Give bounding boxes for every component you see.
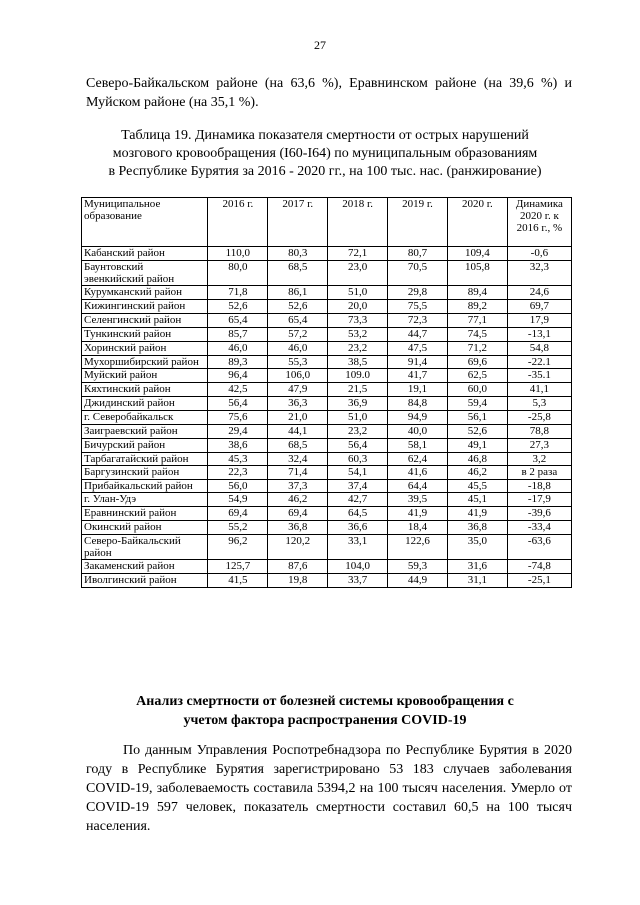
cell-2019: 70,5 [388,261,448,286]
cell-2019: 91,4 [388,356,448,369]
cell-2017: 46,2 [268,493,328,507]
cell-2018: 109.0 [328,369,388,383]
cell-municipality: Кяхтинский район [82,383,208,397]
cell-2016: 125,7 [208,560,268,574]
table-row [82,535,572,560]
cell-2018: 23,2 [328,342,388,356]
cell-2017: 19,8 [268,574,328,588]
cell-2020: 105,8 [447,261,507,286]
cell-municipality: Муйский район [82,369,208,383]
table-row [82,261,572,286]
table-row [82,466,572,480]
cell-dynamics: -13,1 [507,328,571,342]
table-row [82,560,572,574]
cell-2016: 22,3 [208,466,268,480]
cell-dynamics: 17,9 [507,314,571,328]
table-row [82,356,572,369]
cell-2018: 72,1 [328,247,388,261]
cell-2017: 80,3 [268,247,328,261]
table-row [82,453,572,466]
cell-2020: 56,1 [447,411,507,425]
cell-municipality: Прибайкальский район [82,480,208,493]
cell-municipality: Закаменский район [82,560,208,574]
cell-2017: 120,2 [268,535,328,560]
cell-dynamics: -17,9 [507,493,571,507]
table-caption-line: мозгового кровообращения (I60-I64) по муниципальным образованиям [112,146,538,161]
intro-paragraph: Северо-Байкальском районе (на 63,6 %), Еравнинском районе (на 39,6 %) и Муйском районе (на 35,1 %). [86,76,572,110]
cell-2020: 109,4 [447,247,507,261]
cell-2020: 89,4 [447,286,507,300]
table-row [82,342,572,356]
cell-dynamics: 27,3 [507,439,571,453]
cell-municipality: Еравнинский район [82,507,208,521]
cell-municipality: Окинский район [82,521,208,535]
table-row [82,369,572,383]
cell-2018: 36,6 [328,521,388,535]
cell-dynamics: -35.1 [507,369,571,383]
cell-2017: 106,0 [268,369,328,383]
cell-2016: 52,6 [208,300,268,314]
cell-2019: 72,3 [388,314,448,328]
cell-dynamics: 3,2 [507,453,571,466]
cell-municipality: Северо-Байкальский район [82,535,208,560]
cell-2016: 29,4 [208,425,268,439]
cell-2019: 39,5 [388,493,448,507]
column-header-2019: 2019 г. [388,198,448,247]
cell-municipality: г. Улан-Удэ [82,493,208,507]
table-row [82,411,572,425]
cell-2020: 31,1 [447,574,507,588]
cell-2020: 52,6 [447,425,507,439]
column-header-2017: 2017 г. [268,198,328,247]
cell-2020: 46,2 [447,466,507,480]
cell-2018: 104,0 [328,560,388,574]
cell-2017: 68,5 [268,439,328,453]
column-header-2020: 2020 г. [447,198,507,247]
cell-2019: 19,1 [388,383,448,397]
cell-dynamics: -63,6 [507,535,571,560]
table-caption-line: Таблица 19. Динамика показателя смертности от острых нарушений [121,128,529,143]
cell-2017: 65,4 [268,314,328,328]
cell-dynamics: -25,1 [507,574,571,588]
cell-2019: 41,6 [388,466,448,480]
cell-dynamics: 54,8 [507,342,571,356]
cell-2016: 69,4 [208,507,268,521]
page-number: 27 [314,38,326,52]
cell-2016: 46,0 [208,342,268,356]
cell-2019: 40,0 [388,425,448,439]
cell-2017: 21,0 [268,411,328,425]
table-caption-line: в Республике Бурятия за 2016 - 2020 гг., на 100 тыс. нас. (ранжирование) [108,164,542,179]
cell-municipality: Селенгинский район [82,314,208,328]
section-heading-line: Анализ смертности от болезней системы кровообращения с [136,694,514,709]
cell-2018: 53,2 [328,328,388,342]
table-row [82,439,572,453]
cell-2019: 64,4 [388,480,448,493]
cell-2018: 37,4 [328,480,388,493]
cell-2019: 94,9 [388,411,448,425]
cell-2017: 37,3 [268,480,328,493]
cell-municipality: Заиграевский район [82,425,208,439]
mortality-table [81,197,572,588]
cell-2017: 71,4 [268,466,328,480]
table-body [82,247,572,588]
cell-2017: 87,6 [268,560,328,574]
body-paragraph: По данным Управления Роспотребнадзора по Республике Бурятия в 2020 году в Республике Бурятия зарегистрировано 53 183 случаев заболевания COVID-19, заболеваемость составила 5394,2 на 100 тысяч населения. Умерло от COVID-19 597 человек, показатель смертности составил 60,5 на 100 тысяч населения. [86,743,572,834]
cell-2020: 89,2 [447,300,507,314]
cell-2016: 42,5 [208,383,268,397]
table-row [82,507,572,521]
cell-2019: 41,7 [388,369,448,383]
cell-2019: 18,4 [388,521,448,535]
cell-municipality: Баргузинский район [82,466,208,480]
cell-municipality: Баунтовский эвенкийский район [82,261,208,286]
cell-2020: 71,2 [447,342,507,356]
cell-2017: 57,2 [268,328,328,342]
cell-2017: 44,1 [268,425,328,439]
cell-2020: 46,8 [447,453,507,466]
cell-2020: 69,6 [447,356,507,369]
table-row [82,286,572,300]
section-heading-line: учетом фактора распространения COVID-19 [183,713,467,728]
cell-dynamics: 78,8 [507,425,571,439]
cell-2019: 41,9 [388,507,448,521]
cell-2017: 36,8 [268,521,328,535]
cell-2016: 71,8 [208,286,268,300]
cell-2017: 46,0 [268,342,328,356]
cell-2018: 38,5 [328,356,388,369]
cell-2016: 110,0 [208,247,268,261]
column-header-2018: 2018 г. [328,198,388,247]
cell-municipality: Курумканский район [82,286,208,300]
table-row [82,425,572,439]
cell-2016: 56,0 [208,480,268,493]
cell-2016: 96,2 [208,535,268,560]
cell-dynamics: -22.1 [507,356,571,369]
table-row [82,397,572,411]
cell-dynamics: 41,1 [507,383,571,397]
cell-2019: 58,1 [388,439,448,453]
cell-dynamics: 32,3 [507,261,571,286]
cell-2018: 36,9 [328,397,388,411]
cell-2020: 45,5 [447,480,507,493]
cell-2020: 41,9 [447,507,507,521]
cell-2019: 75,5 [388,300,448,314]
cell-2019: 44,7 [388,328,448,342]
cell-2019: 80,7 [388,247,448,261]
section-heading [80,692,570,730]
cell-dynamics: -74,8 [507,560,571,574]
cell-2018: 51,0 [328,286,388,300]
cell-2020: 77,1 [447,314,507,328]
cell-2016: 96,4 [208,369,268,383]
cell-2016: 80,0 [208,261,268,286]
cell-2018: 33,7 [328,574,388,588]
cell-2019: 84,8 [388,397,448,411]
cell-municipality: Мухоршибирский район [82,356,208,369]
cell-2017: 69,4 [268,507,328,521]
cell-dynamics: 24,6 [507,286,571,300]
cell-2018: 54,1 [328,466,388,480]
cell-2019: 59,3 [388,560,448,574]
cell-2019: 122,6 [388,535,448,560]
cell-2017: 32,4 [268,453,328,466]
cell-2017: 68,5 [268,261,328,286]
table-header-row [82,198,572,247]
cell-2018: 51,0 [328,411,388,425]
cell-2016: 85,7 [208,328,268,342]
cell-2019: 47,5 [388,342,448,356]
cell-dynamics: -25,8 [507,411,571,425]
cell-municipality: Иволгинский район [82,574,208,588]
cell-dynamics: -33,4 [507,521,571,535]
cell-2016: 38,6 [208,439,268,453]
cell-2016: 56,4 [208,397,268,411]
cell-2018: 23,0 [328,261,388,286]
column-header-2016: 2016 г. [208,198,268,247]
table-row [82,383,572,397]
cell-2020: 49,1 [447,439,507,453]
cell-2018: 33,1 [328,535,388,560]
cell-2017: 86,1 [268,286,328,300]
cell-dynamics: -18,8 [507,480,571,493]
table-row [82,247,572,261]
cell-dynamics: 5,3 [507,397,571,411]
cell-2017: 36,3 [268,397,328,411]
cell-municipality: Джидинский район [82,397,208,411]
table-row [82,314,572,328]
cell-2016: 89,3 [208,356,268,369]
cell-2017: 47,9 [268,383,328,397]
cell-municipality: Тункинский район [82,328,208,342]
cell-dynamics: -39,6 [507,507,571,521]
cell-2018: 20,0 [328,300,388,314]
cell-2016: 41,5 [208,574,268,588]
cell-2018: 23,2 [328,425,388,439]
cell-2018: 42,7 [328,493,388,507]
table-row [82,480,572,493]
table-row [82,300,572,314]
cell-2020: 62,5 [447,369,507,383]
column-header-municipality: Муниципальное образование [82,198,208,247]
cell-2020: 31,6 [447,560,507,574]
cell-municipality: Кабанский район [82,247,208,261]
cell-2020: 74,5 [447,328,507,342]
cell-2019: 62,4 [388,453,448,466]
cell-municipality: Тарбагатайский район [82,453,208,466]
table-row [82,328,572,342]
cell-2018: 73,3 [328,314,388,328]
cell-2020: 45,1 [447,493,507,507]
table-row [82,521,572,535]
cell-2016: 45,3 [208,453,268,466]
cell-2018: 64,5 [328,507,388,521]
cell-2020: 59,4 [447,397,507,411]
cell-2016: 75,6 [208,411,268,425]
cell-2017: 52,6 [268,300,328,314]
cell-2020: 60,0 [447,383,507,397]
cell-2016: 65,4 [208,314,268,328]
cell-municipality: Хоринский район [82,342,208,356]
cell-dynamics: 69,7 [507,300,571,314]
cell-2019: 44,9 [388,574,448,588]
cell-2018: 60,3 [328,453,388,466]
cell-municipality: Кижингинский район [82,300,208,314]
cell-municipality: г. Северобайкальск [82,411,208,425]
cell-2017: 55,3 [268,356,328,369]
cell-dynamics: -0,6 [507,247,571,261]
table-row [82,493,572,507]
cell-2016: 55,2 [208,521,268,535]
cell-2018: 21,5 [328,383,388,397]
cell-2020: 35,0 [447,535,507,560]
cell-2019: 29,8 [388,286,448,300]
cell-municipality: Бичурский район [82,439,208,453]
column-header-dynamics: Динамика 2020 г. к 2016 г., % [507,198,571,247]
cell-2020: 36,8 [447,521,507,535]
cell-2016: 54,9 [208,493,268,507]
table-row [82,574,572,588]
cell-2018: 56,4 [328,439,388,453]
cell-dynamics: в 2 раза [507,466,571,480]
table-caption [80,127,570,181]
